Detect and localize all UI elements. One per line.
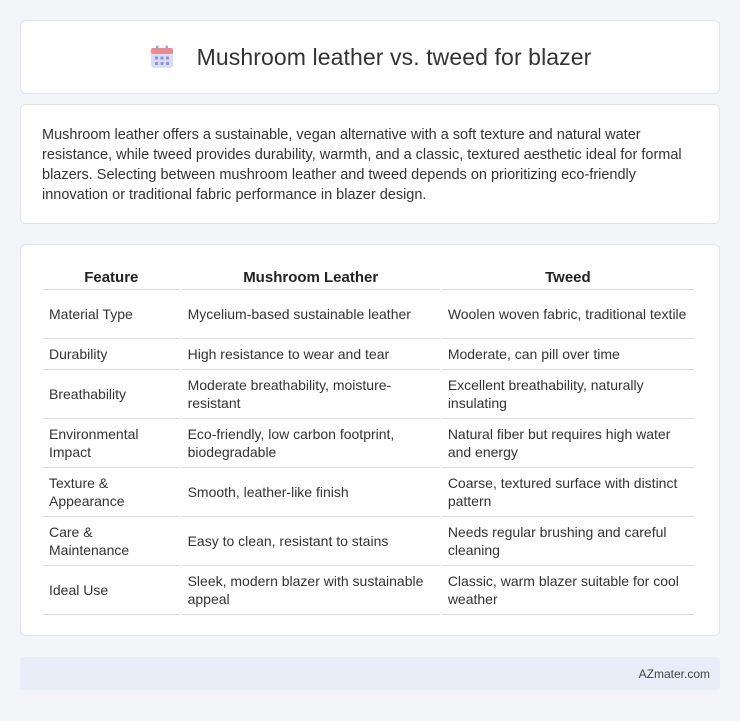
tweed-cell: Coarse, textured surface with distinct pattern [442,468,694,517]
header-feature: Feature [43,266,180,290]
table-row [43,517,694,566]
mushroom-leather-cell: Smooth, leather-like finish [182,468,440,517]
feature-cell: Material Type [43,290,180,339]
mushroom-leather-cell: Sleek, modern blazer with sustainable appeal [182,566,440,615]
table-row [43,566,694,615]
calendar-icon [149,44,175,70]
page-title: Mushroom leather vs. tweed for blazer [196,43,592,70]
description-text: Mushroom leather offers a sustainable, vegan alternative with a soft texture and natural water resistance, while tweed provides durability, warmth, and a classic, textured aesthetic ideal for formal blazers. Selecting between mushroom leather and tweed depends on prioritizing eco-friendly innovation or traditional fabric performance in blazer design. [42,127,682,203]
header-mushroom-leather: Mushroom Leather [182,266,440,290]
table-row [43,419,694,468]
feature-cell: Breathability [43,370,180,419]
mushroom-leather-cell: Eco-friendly, low carbon footprint, biodegradable [182,419,440,468]
mushroom-leather-cell: Easy to clean, resistant to stains [182,517,440,566]
comparison-table-card [20,244,720,636]
header-tweed: Tweed [442,266,694,290]
tweed-cell: Classic, warm blazer suitable for cool weather [442,566,694,615]
tweed-cell: Woolen woven fabric, traditional textile [442,290,694,339]
title-card [20,20,720,94]
table-header-row [43,266,694,290]
table-row [43,290,694,339]
feature-cell: Environmental Impact [43,419,180,468]
feature-cell: Care & Maintenance [43,517,180,566]
footer-brand[interactable]: AZmater.com [638,666,710,681]
table-row [43,370,694,419]
tweed-cell: Excellent breathability, naturally insulating [442,370,694,419]
feature-cell: Durability [43,339,180,370]
feature-cell: Ideal Use [43,566,180,615]
footer-bar [20,657,720,690]
table-row [43,339,694,370]
tweed-cell: Needs regular brushing and careful cleaning [442,517,694,566]
mushroom-leather-cell: Moderate breathability, moisture-resistant [182,370,440,419]
feature-cell: Texture & Appearance [43,468,180,517]
tweed-cell: Moderate, can pill over time [442,339,694,370]
table-row [43,468,694,517]
comparison-table [41,266,696,615]
description-card [20,104,720,224]
tweed-cell: Natural fiber but requires high water and energy [442,419,694,468]
mushroom-leather-cell: High resistance to wear and tear [182,339,440,370]
mushroom-leather-cell: Mycelium-based sustainable leather [182,290,440,339]
